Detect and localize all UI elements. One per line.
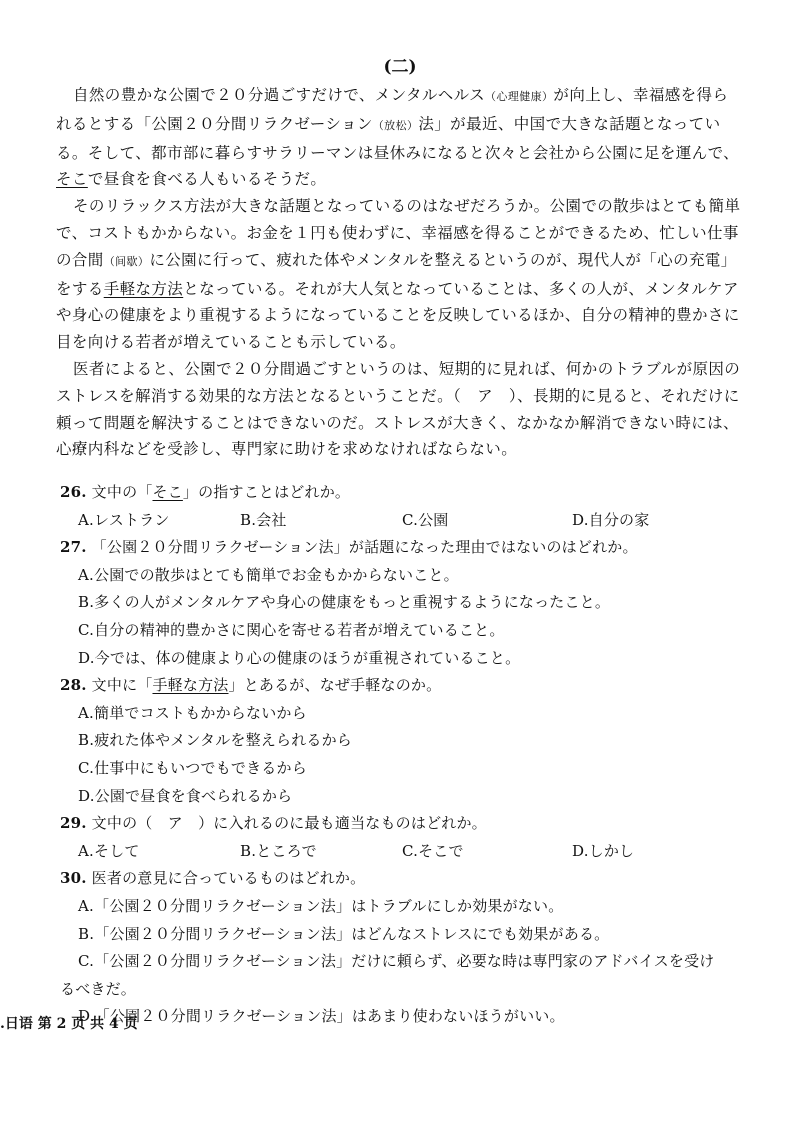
p1-text-3: れるとする「公園２０分間リラクゼーション [56,114,373,133]
p2-text-3: をする [56,279,104,298]
option-d[interactable]: D.自分の家 [572,510,650,529]
p1-text-2: が向上し、幸福感を得ら [553,86,729,104]
section-title: (二) [383,57,417,77]
tegaru-na-houhou-underlined: 手軽な方法 [103,279,184,298]
question-27 [60,534,760,672]
option-d[interactable]: D.公園で昼食を食べられるから [78,786,293,805]
question-stem: 文中の「 [91,483,153,501]
option-c[interactable]: C.自分の精神的豊かさに関心を寄せる若者が増えていること。 [78,620,505,639]
question-stem-end: 」とあるが、なぜ手軽なのか。 [228,676,442,695]
p1-text-5: で昼食を食べる人もいるそうだ。 [87,170,327,189]
option-a[interactable]: A.公園での散歩はとても簡単でお金もかからないこと。 [78,565,459,584]
p3-line-4: 心療内科などを受診し、専門家に助けを求めなければならない。 [56,440,518,459]
p1-gloss-2: （放松） [372,118,419,132]
p2-gloss-1: （间歇） [103,254,150,268]
option-c-line-1: C.「公園２０分間リラクゼーション法」だけに頼らず、必要な時は専門家のアドバイスを受け [78,952,715,971]
question-stem-end: 」の指すことはどれか。 [182,483,351,501]
p2-line-6: 目を向ける若者が増えていることも示している。 [56,333,406,352]
question-26 [60,479,760,534]
question-number: 26. [60,483,87,501]
p3-line-1: 医者によると、公園で２０分間過ごすというのは、短期的に見れば、何かのトラブルが原因の [73,359,741,378]
question-stem: 医者の意見に合っているものはどれか。 [91,869,366,888]
p1-gloss-1: （心理健康） [485,90,554,103]
question-29 [60,810,760,865]
p1-text-4: 法」が最近、中国で大きな話題となってい [418,114,721,133]
question-stem-underlined: 手軽な方法 [152,676,229,695]
option-b[interactable]: B.会社 [240,510,287,529]
question-30 [60,865,760,1031]
question-stem: 文中の（ ア ）に入れるのに最も適当なものはどれか。 [91,814,487,833]
p2-line-1: そのリラックス方法が大きな話題となっているのはなぜだろうか。公園での散歩はとても簡単 [73,197,741,216]
paragraph-3 [56,356,756,463]
p3-line-3: 頼って問題を解決することはできないのだ。ストレスが大きく、なかなか解消できない時には、 [56,413,739,432]
option-a[interactable]: A.レストラン [78,510,170,529]
p2-text-2: に公園に行って、疲れた体やメンタルを整えるというのが、現代人が「心の充電」 [149,250,737,269]
question-28 [60,672,760,810]
p1-text-1: 自然の豊かな公園で２０分過ごすだけで、メンタルヘルス [73,86,486,104]
option-d[interactable]: D.今では、体の健康より心の健康のほうが重視されていること。 [78,648,521,667]
question-stem-underlined: そこ [152,483,183,501]
question-number: 28. [60,676,87,695]
option-b[interactable]: B.ところで [240,841,317,860]
p2-line-2: で、コストもかからない。お金を１円も使わずに、幸福感を得ることができるため、忙しい仕事 [56,223,739,242]
question-number: 29. [60,814,87,833]
p3-line-2: ストレスを解消する効果的な方法となるということだ。（ ア ）、長期的に見ると、それだけに [56,386,740,405]
question-stem: 「公園２０分間リラクゼーション法」が話題になった理由ではないのはどれか。 [91,538,638,557]
option-d[interactable]: D.「公園２０分間リラクゼーション法」はあまり使わないほうがいい。 [78,1007,565,1026]
option-c[interactable]: C.仕事中にもいつでもできるから [78,758,307,777]
option-b[interactable]: B.疲れた体やメンタルを整えられるから [78,731,352,750]
option-b[interactable]: B.多くの人がメンタルケアや身心の健康をもっと重視するようになったこと。 [78,593,611,612]
question-number: 27. [60,538,87,557]
page-footer: .日语 第 2 页 共 4 页 [0,1016,138,1032]
reading-passage [56,82,756,463]
paragraph-2 [56,193,756,356]
question-list [60,479,760,1031]
option-a[interactable]: A.そして [78,841,140,860]
question-number: 30. [60,869,87,888]
p1-line-3: る。そして、都市部に暮らすサラリーマンは昼休みになると次々と会社から公園に足を運んで、 [56,143,740,162]
p2-text-1: の合間 [56,250,104,269]
p2-text-4: となっている。それが大人気となっていることは、多くの人が、メンタルケア [183,279,739,298]
option-a[interactable]: A.「公園２０分間リラクゼーション法」はトラブルにしか効果がない。 [78,896,564,915]
option-d[interactable]: D.しかし [572,841,635,860]
option-b[interactable]: B.「公園２０分間リラクゼーション法」はどんなストレスにでも効果がある。 [78,924,610,943]
paragraph-1 [56,82,756,193]
option-c[interactable] [60,948,760,1003]
option-c[interactable]: C.そこで [402,841,464,860]
soko-underlined: そこ [56,170,88,189]
question-stem: 文中に「 [91,676,153,695]
option-c[interactable]: C.公園 [402,510,449,529]
option-c-line-2: るべきだ。 [60,979,137,998]
p2-line-5: や身心の健康をより重視するようになっていることを反映しているほか、自分の精神的豊かさに [56,306,740,325]
option-a[interactable]: A.簡単でコストもかからないから [78,703,307,722]
